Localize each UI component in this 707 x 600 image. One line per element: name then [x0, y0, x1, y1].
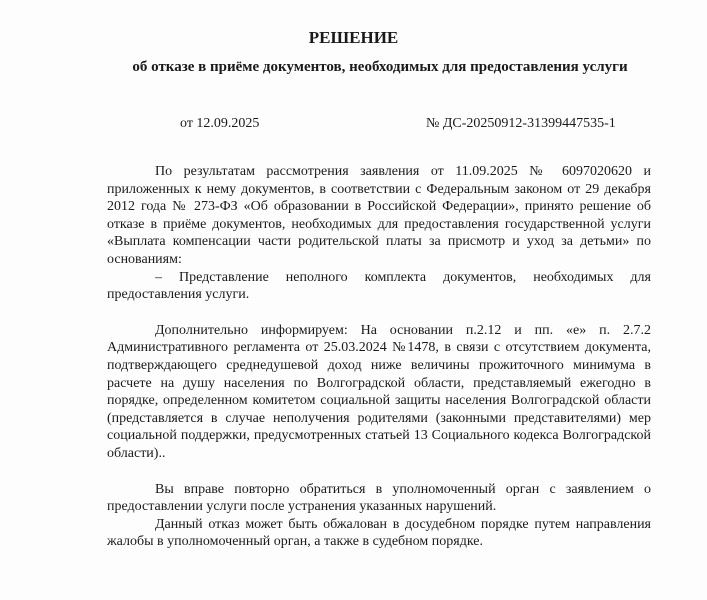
paragraph-appeal: Данный отказ может быть обжалован в досудебном порядке путем направления жалобы в уполномоченный орган, а также в судебном порядке.	[107, 516, 651, 550]
document-body	[107, 163, 651, 551]
decision-date: от 12.09.2025	[180, 116, 260, 131]
paragraph-additional-info: Дополнительно информируем: На основании п.2.12 и пп. «е» п. 2.7.2 Административного регламента от 25.03.2024 №1478, в связи с отсутствием документа, подтверждающего среднедушевой доход ниже величины прожиточного минимума в расчете на душу населения по Волгоградской области, представляемый ежегодно в порядке, определенном комитетом социальной защиты населения Волгоградской области (представляется в случае неполучения родителями (законными представителями) мер социальной поддержки, предусмотренных статьей 13 Социального кодекса Волгоградской области)..	[107, 322, 651, 461]
document-subtitle: об отказе в приёме документов, необходимых для предоставления услуги	[132, 59, 628, 75]
document-title: РЕШЕНИЕ	[308, 28, 399, 47]
decision-number: № ДС-20250912-31399447535-1	[426, 116, 616, 131]
paragraph-decision: По результатам рассмотрения заявления от 11.09.2025 № 6097020620 и приложенных к нему документов, в соответствии с Федеральным законом от 29 декабря 2012 года № 273-ФЗ «Об образовании в Российской Федерации», принято решение об отказе в приёме документов, необходимых для предоставления государственной услуги «Выплата компенсации части родительской платы за присмотр и уход за детьми» по основаниям:	[107, 164, 651, 267]
paragraph-reason: – Представление неполного комплекта документов, необходимых для предоставления услуги.	[107, 269, 651, 303]
paragraph-reapply: Вы вправе повторно обратиться в уполномоченный орган с заявлением о предоставлении услуги после устранения указанных нарушений.	[107, 481, 651, 515]
